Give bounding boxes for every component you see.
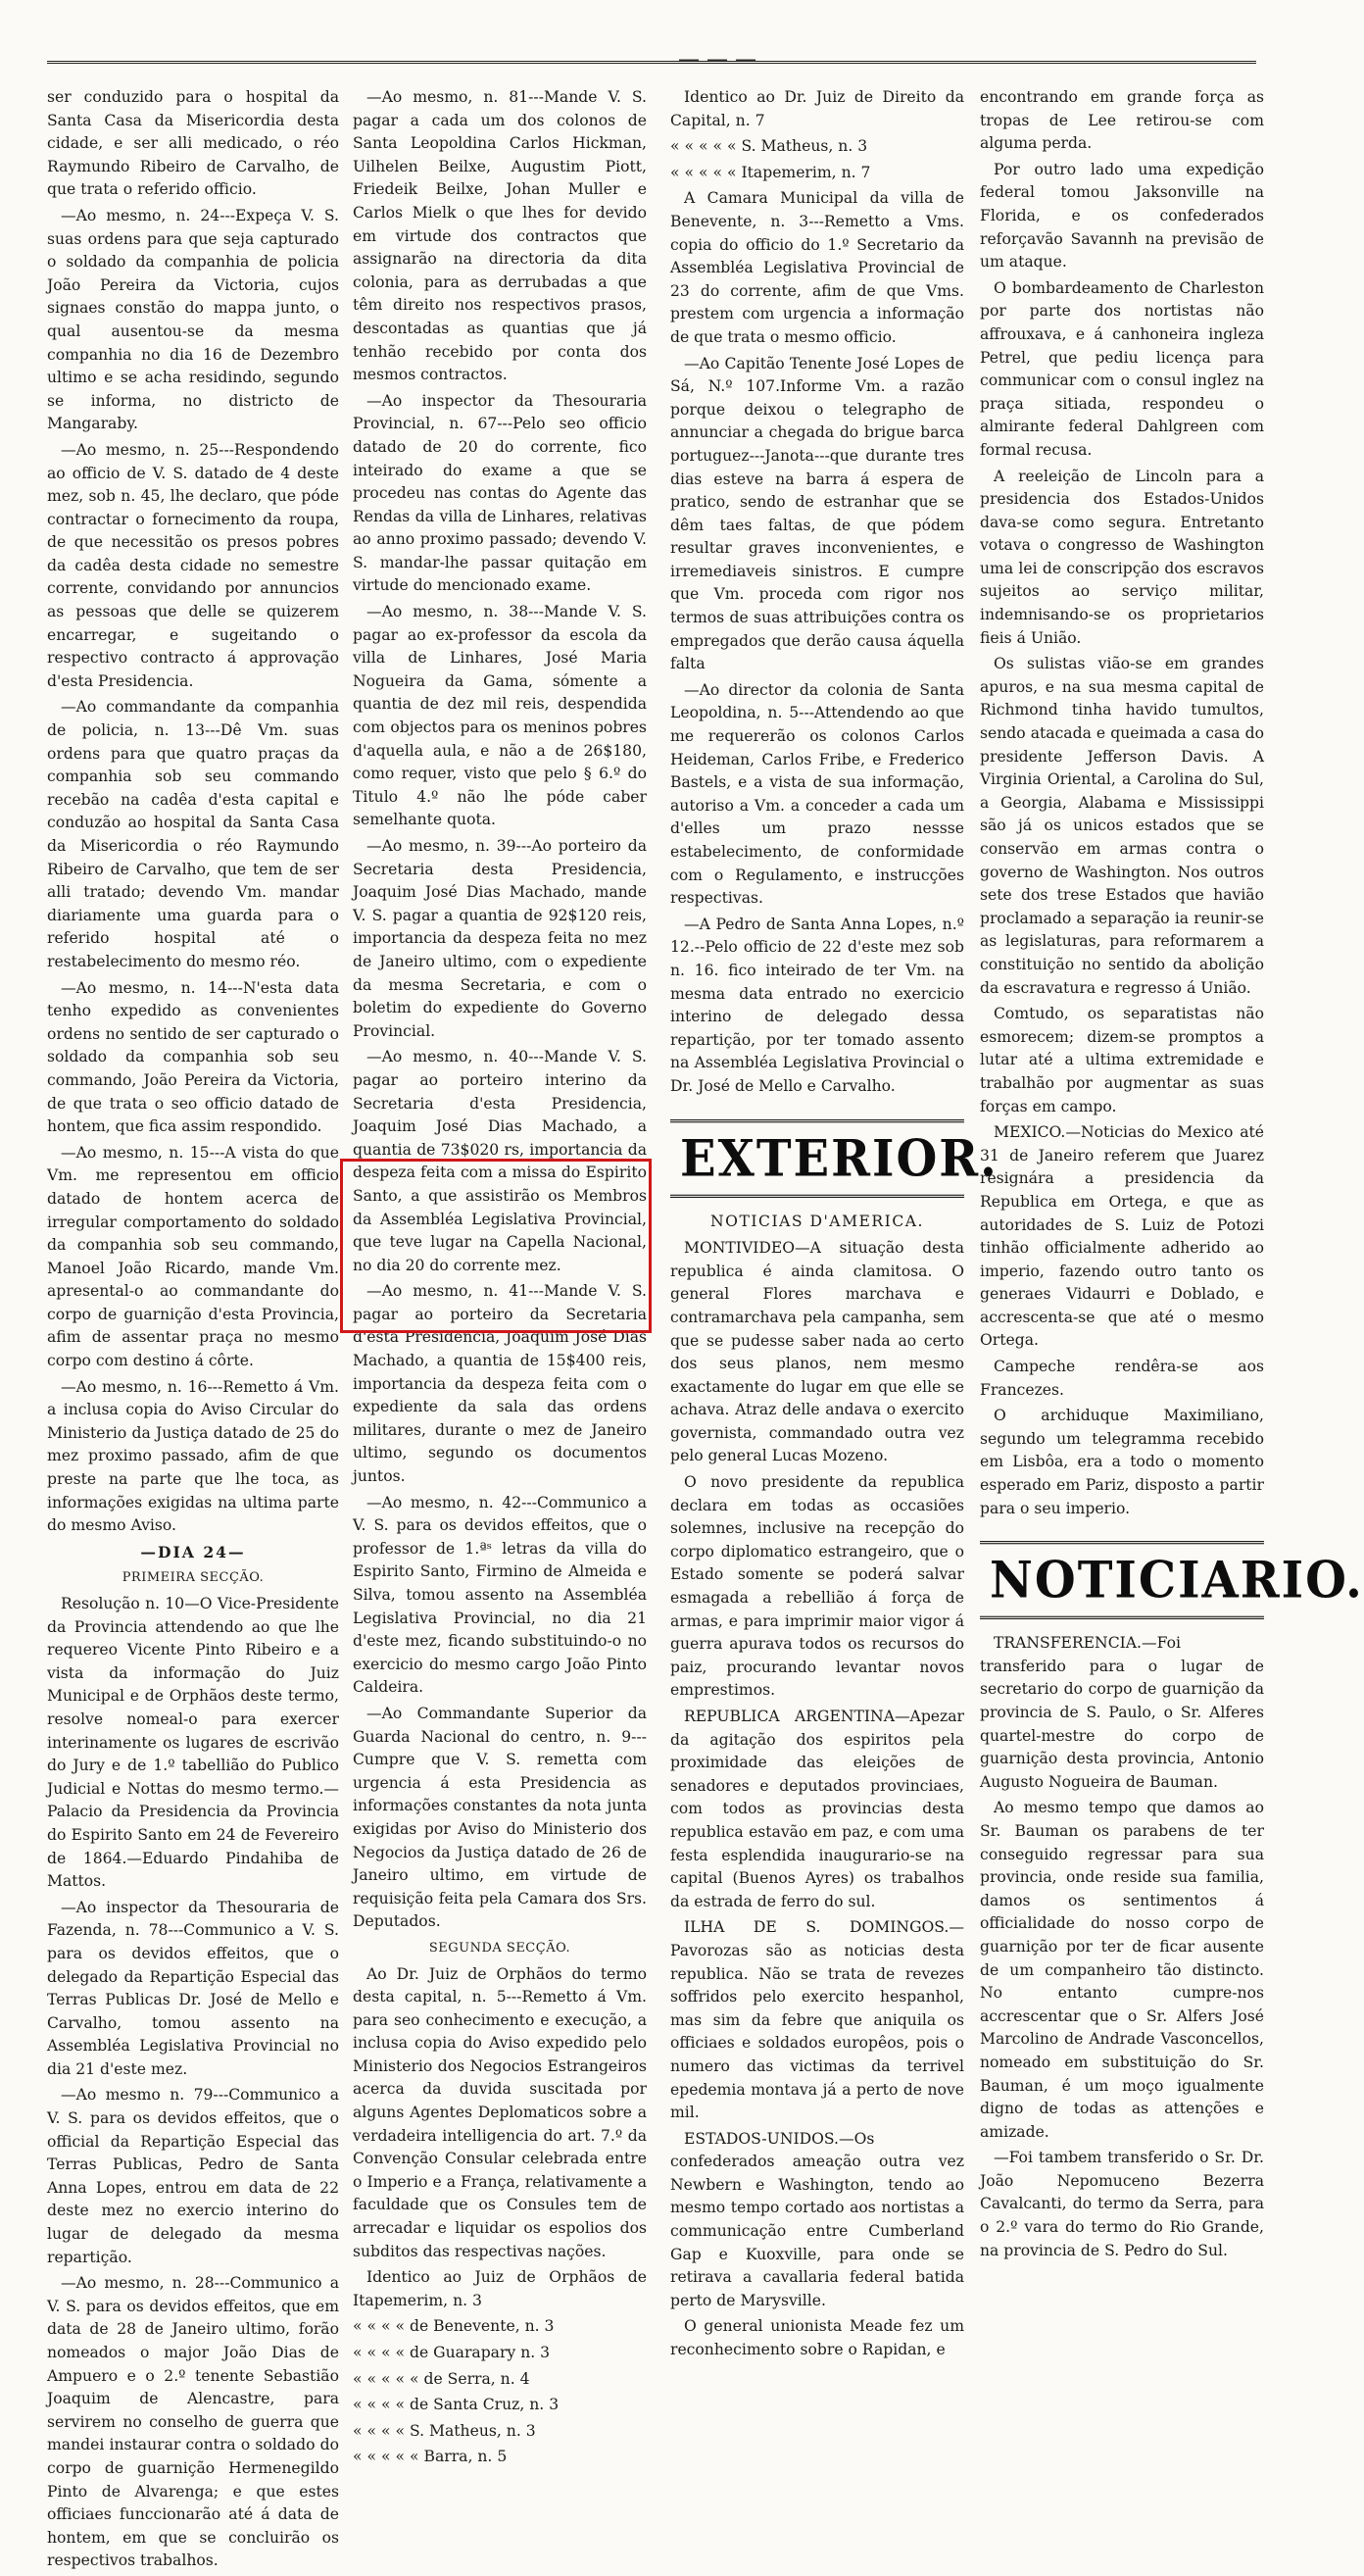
paragraph: —Ao inspector da Thesouraria Provincial, n. 67---Pelo seo officio datado de 20 do corrente, fico inteirado do exame a que se procedeu nas contas do Agente das Rendas da villa de Linhares, relativas ao anno proximo passado; devendo V. S. mandar-lhe passar quitação em virtude do mencionado exame. — [353, 391, 647, 595]
paragraph: —Ao Commandante Superior da Guarda Nacional do centro, n. 9---Cumpre que V. S. remetta com urgencia á esta Presidencia as informações constantes da nota junta exigidas por Aviso do Ministerio dos Negocios da Justiça datado de 26 de Janeiro ultimo, em virtude de requisição feita pela Camara dos Srs. Deputados. — [353, 1704, 647, 1931]
paragraph: —Ao mesmo, n. 15---A vista do que Vm. me representou em officio datado de hontem acerca de irregular comportamento do soldado da companhia sob seu commando, Manoel João Ricardo, mande Vm. apresental-o ao commandante do corpo de guarnição d'esta Provincia, afim de assentar praça no mesmo corpo com destino á côrte. — [47, 1143, 339, 1370]
paragraph: Os sulistas vião-se em grandes apuros, e na sua mesma capital de Richmond tinha havido tumultos, sendo atacada e queimada a casa do presidente Jefferson Davis. A Virginia Oriental, a Carolina do Sul, a Georgia, Alabama e Mississippi são já os unicos estados que se conservão em armas contra o governo de Washington. Nos outros sete dos trese Estados que havião proclamado a separação ia reunir-se as legislaturas, para reformarem a constituição no sentido da abolição da escravatura e regresso á União. — [980, 655, 1264, 997]
paragraph: Comtudo, os separatistas não esmorecem; dizem-se promptos a lutar até a ultima extremidade e trabalhão por augmentar as suas forças em campo. — [980, 1005, 1264, 1115]
paragraph: —Ao mesmo, n. 38---Mande V. S. pagar ao ex-professor da escola da villa de Linhares, José Maria Nogueira da Gama, sómente a quantia de dez mil reis, despendida com objectos para os meninos pobres d'aquella aula, e não a de 26$180, como requer, visto que pelo § 6.º do Titulo 4.º não lhe póde caber semelhante quota. — [353, 603, 647, 829]
highlighted-paragraph: —Ao mesmo, n. 42---Communico a V. S. para os devidos effeitos, que o professor de 1.ªˢ letras da villa do Espirito Santo, Firmino de Almeida e Silva, tomou assento na Assembléa Legislativa Provincial, no dia 21 d'este mez, ficando substituindo-o no exercicio do mesmo cargo João Pinto Caldeira. — [353, 1493, 647, 1697]
paragraph: —Ao mesmo, n. 41---Mande V. S. pagar ao porteiro da Secretaria d'esta Presidencia, Joaquim José Dias Machado, a quantia de 15$400 reis, importancia da despeza feita com o expediente da sala das ordens militares, durante o mez de Janeiro ultimo, segundo os documentos juntos. — [353, 1282, 647, 1486]
exterior-banner: EXTERIOR. — [670, 1119, 964, 1198]
paragraph: —A Pedro de Santa Anna Lopes, n.º 12.--Pelo officio de 22 d'este mez sob n. 16. fico inteirado de ter Vm. na mesma data entrado no exercicio interino de delegado dessa repartição, por ter tomado assento na Assembléa Legislativa Provincial o Dr. José de Mello e Carvalho. — [670, 915, 964, 1095]
paragraph: TRANSFERENCIA.—Foi transferido para o lugar de secretario do corpo de guarnição da provincia de S. Paulo, o Sr. Alferes quartel-mestre do corpo de guarnição desta provincia, Antonio Augusto Nogueira de Bauman. — [980, 1634, 1264, 1791]
paragraph: A Camara Municipal da villa de Benevente, n. 3---Remetto a Vms. copia do officio do 1.º Secretario da Assembléa Legislativa Provincial de 23 do corrente, afim de que Vms. prestem com urgencia a informação de que trata o mesmo officio. — [670, 189, 964, 346]
paragraph: Ao mesmo tempo que damos ao Sr. Bauman os parabens de ter conseguido regressar para sua provincia, onde reside sua familia, damos os sentimentos á officialidade do nosso corpo de guarnição por ter de ficar ausente de um companheiro tão distincto. No entanto cumpre-nos accrescentar que o Sr. Alfers José Marcolino de Andrade Vasconcellos, nomeado em substituição do Sr. Bauman, é um moço igualmente digno de todas as attenções e amizade. — [980, 1799, 1264, 2141]
noticiario-banner: NOTICIARIO. — [980, 1541, 1264, 1619]
paragraph: encontrando em grande força as tropas de Lee retirou-se com alguma perda. — [980, 88, 1264, 153]
list-line: « « « « « de Serra, n. 4 — [353, 2369, 530, 2388]
column-3 — [670, 86, 999, 2365]
list-line: « « « « de Guarapary n. 3 — [353, 2344, 551, 2361]
paragraph: —Ao mesmo, n. 81---Mande V. S. pagar a cada um dos colonos de Santa Leopoldina Carlos Hickman, Uilhelen Beilxe, Augustim Piott, Friedeik Beilxe, Johan Muller e Carlos Mielk o que lhes for devido em virtude dos contractos que assignarão na directoria da dita colonia, para as derrubadas a que têm direito nos respectivos prasos, descontadas as quantias que já tenhão recebido por conta dos mesmos contractos. — [353, 88, 647, 384]
paragraph: ILHA DE S. DOMINGOS.—Pavorozas são as noticias desta republica. Não se trata de revezes soffridos pelo exercito hespanhol, mas sim da febre que aniquila os officiaes e soldados europêos, pois o numero das victimas da terrivel epedemia montava já a perto de nove mil. — [670, 1918, 964, 2122]
paragraph: —Ao inspector da Thesouraria de Fazenda, n. 78---Communico a V. S. para os devidos effeitos, que o delegado da Repartição Especial das Terras Publicas Dr. José de Mello e Carvalho, tomou assento na Assembléa Legislativa Provincial no dia 21 d'este mez. — [47, 1898, 339, 2078]
paragraph: ESTADOS-UNIDOS.—Os confederados ameação outra vez Newbern e Washington, tendo ao mesmo tempo cortado aos nortistas a communicação entre Cumberland Gap e Kuoxville, para onde se retirava a cavallaria federal batida perto de Marysville. — [670, 2129, 964, 2309]
paragraph: MONTIVIDEO—A situação desta republica é ainda clamitosa. O general Flores marchava e contramarchava pela campanha, sem que se pudesse saber nada ao certo dos seus planos, nem mesmo exactamente do lugar em que elle se achava. Atraz delle andava o exercito governista, commandado outra vez pelo general Lucas Mozeno. — [670, 1239, 964, 1465]
paragraph: O novo presidente da republica declara em todas as occasiões solemnes, inclusive na recepção do corpo diplomatico estrangeiro, que o Estado somente se poderá salvar esmagada a rebellião á força de armas, e para imprimir maior vigor á guerra apurava todos os recursos do paiz, procurando levantar novos emprestimos. — [670, 1473, 964, 1700]
list-line: « « « « « Barra, n. 5 — [353, 2448, 508, 2466]
paragraph: —Ao director da colonia de Santa Leopoldina, n. 5---Attendendo ao que me requererão os colonos Carlos Heideman, Carlos Fribe, e Frederico Bastels, e a vista de sua informação, autoriso a Vm. a conceder a cada um d'elles um prazo nessse estabelecimento, de conformidade com o Regulamento, e instrucções respectivas. — [670, 680, 964, 908]
paragraph: —Ao mesmo, n. 14---N'esta data tenho expedido as convenientes ordens no sentido de ser capturado o soldado da companhia sob seu commando, João Pereira da Victoria, de que trata o seo officio datado de hontem, que fica assim respondido. — [47, 978, 339, 1136]
list-line: « « « « « Itapemerim, n. 7 — [670, 163, 871, 181]
paragraph: —Ao mesmo, n. 39---Ao porteiro da Secretaria desta Presidencia, Joaquim José Dias Machado, mande V. S. pagar a quantia de 92$120 reis, importancia da despeza feita no mez de Janeiro ultimo, com o expediente da mesma Secretaria, e com o boletim do expediente do Governo Provincial. — [353, 837, 647, 1040]
paragraph: —Ao mesmo, n. 16---Remetto á Vm. a inclusa copia do Aviso Circular do Ministerio da Justiça datado de 25 do mez proximo passado, afim de que preste na parte que lhe toca, as informações exigidas na ultima parte do mesmo Aviso. — [47, 1377, 339, 1535]
paragraph: Campeche rendêra-se aos Francezes. — [980, 1358, 1264, 1399]
top-rule — [47, 61, 1256, 64]
paragraph: —Ao Capitão Tenente José Lopes de Sá, N.º 107.Informe Vm. a razão porque deixou o telegrapho de annunciar a chegada do brigue barca portuguez---Janota---que durante tres dias esteve na barra á espera de pratico, sendo de estranhar que se dêm taes faltas, de que pódem resultar graves inconvenientes, e irremediaveis sinistros. E cumpre que Vm. proceda com rigor nos termos de suas attribuições contra os empregados que derão causa áquella falta — [670, 354, 964, 673]
paragraph: —Ao commandante da companhia de policia, n. 13---Dê Vm. suas ordens para que quatro praças da companhia sob seu commando recebão na cadêa d'esta capital e conduzão ao hospital da Santa Casa da Misericordia o réo Raymundo Ribeiro de Carvalho, que tem de ser alli tratado; devendo Vm. mandar diariamente uma guarda para o referido hospital até o restabelecimento do mesmo réo. — [47, 698, 339, 970]
paragraph: REPUBLICA ARGENTINA—Apezar da agitação dos espiritos pela proximidade das eleições de senadores e deputados provinciaes, com todos as provincias desta republica estavão em paz, e com uma festa esplendida inaugurario-se na capital (Buenos Ayres) os trabalhos da estrada de ferro do sul. — [670, 1708, 964, 1910]
paragraph: Por outro lado uma expedição federal tomou Jaksonville na Florida, e os confederados reforçavão Savannh na previsão de um ataque. — [980, 160, 1264, 272]
paragraph: —Foi tambem transferido o Sr. Dr. João Nepomuceno Bezerra Cavalcanti, do termo da Serra, para o 2.º vara do termo do Rio Grande, na provincia de S. Pedro do Sul. — [980, 2149, 1264, 2259]
paragraph: Identico ao Dr. Juiz de Direito da Capital, n. 7 — [670, 88, 964, 129]
section-heading: PRIMEIRA SECÇÃO. — [122, 1570, 265, 1586]
list-line: « « « « « S. Matheus, n. 3 — [670, 137, 868, 156]
column-1 — [47, 86, 339, 2576]
paragraph: O bombardeamento de Charleston por parte dos nortistas não affrouxava, e á canhoneira ingleza Petrel, que pediu licença para communicar com o consul inglez na praça sitiada, respondeu o almirante federal Dahlgreen com formal recusa. — [980, 278, 1264, 459]
paragraph: ser conduzido para o hospital da Santa Casa da Misericordia desta cidade, e ser alli medicado, o réo Raymundo Ribeiro de Carvalho, de que trata o referido officio. — [47, 88, 339, 199]
paragraph: —Ao mesmo, n. 25---Respondendo ao officio de V. S. datado de 4 deste mez, sob n. 45, lhe declaro, que póde contractar o fornecimento da roupa, de que necessitão os presos pobres da cadêa desta cidade no semestre corrente, convidando por annuncios as pessoas que delle se quizerem encarregar, e sugeitando o respectivo contracto á approvação d'esta Presidencia. — [47, 440, 339, 690]
paragraph: A reeleição de Lincoln para a presidencia dos Estados-Unidos dava-se como segura. Entretanto votava o congresso de Washington uma lei de conscripção dos escravos sujeitos ao serviço militar, indemnisando-se os proprietarios fieis á União. — [980, 467, 1264, 647]
paragraph: O general unionista Meade fez um reconhecimento sobre o Rapidan, e — [670, 2317, 964, 2359]
news-headline: NOTICIAS D'AMERICA. — [710, 1212, 924, 1230]
paragraph: —Ao mesmo n. 79---Communico a V. S. para os devidos effeitos, que o official da Repartição Especial das Terras Publicas, Pedro de Santa Anna Lopes, entrou em data de 22 deste mez no exercio interino do lugar de delegado da mesma repartição. — [47, 2086, 339, 2266]
paragraph: Resolução n. 10—O Vice-Presidente da Provincia attendendo ao que lhe requereo Vicente Pinto Ribeiro e a vista da informação do Juiz Municipal e de Orphãos deste termo, resolve nomeal-o para exercer interinamente os lugares de escrivão do Jury e de 1.º tabellião do Publico Judicial e Nottas do mesmo termo.— Palacio da Presidencia da Provincia do Espirito Santo em 24 de Fevereiro de 1864.—Eduardo Pindahiba de Mattos. — [47, 1595, 339, 1891]
list-line: « « « « de Benevente, n. 3 — [353, 2317, 555, 2336]
day-heading: —DIA 24— — [140, 1542, 246, 1561]
paragraph: MEXICO.—Noticias do Mexico até 31 de Janeiro referem que Juarez resignára a presidencia da Republica em Ortega, e que as autoridades de S. Luiz de Potozi tinhão officialmente adherido ao imperio, fazendo outro tanto os generaes Vidaurri e Doblado, e accrescenta-se que até o mesmo Ortega. — [980, 1123, 1264, 1350]
highlight-box — [340, 1159, 652, 1333]
paragraph: Ao Dr. Juiz de Orphãos do termo desta capital, n. 5---Remetto á Vm. para seo conhecimento e execução, a inclusa copia do Aviso expedido pelo Ministerio dos Negocios Estrangeiros acerca da duvida suscitada por alguns Agentes Deplomaticos sobre a verdadeira intelligencia do art. 7.º da Convenção Consular celebrada entre o Imperio e a França, relativamente a faculdade que os Consules tem de arrecadar e liquidar os espolios dos subditos das respectivas nações. — [353, 1964, 647, 2260]
paragraph: —Ao mesmo, n. 40---Mande V. S. pagar ao porteiro interino da Secretaria d'esta Presidencia, Joaquim José Dias Machado, a quantia de 73$020 rs, importancia da despeza feita com a missa do Espirito Santo, a que assistirão os Membros da Assembléa Legislativa Provincial, que teve lugar na Capella Nacional, no dia 20 do corrente mez. — [353, 1048, 647, 1274]
list-line: « « « « S. Matheus, n. 3 — [353, 2421, 536, 2440]
paragraph: —Ao mesmo, n. 24---Expeça V. S. suas ordens para que seja capturado o soldado da companhia de policia João Pereira da Victoria, cujos signaes constão do mappa junto, o qual ausentou-se da mesma companhia no dia 16 de Dezembro ultimo e se acha residindo, segundo se informa, no districto de Mangaraby. — [47, 206, 339, 433]
page-top-mark: — — — — [678, 47, 756, 72]
column-4 — [980, 86, 1364, 2265]
section-heading: SEGUNDA SECÇÃO. — [428, 1940, 571, 1956]
paragraph: Identico ao Juiz de Orphãos de Itapemerim, n. 3 — [353, 2268, 647, 2309]
paragraph: O archiduque Maximiliano, segundo um telegramma recebido em Lisbôa, era a todo o momento esperado em Pariz, disposto a partir para o seu imperio. — [980, 1407, 1264, 1517]
paragraph: —Ao mesmo, n. 28---Communico a V. S. para os devidos effeitos, que em data de 28 de Janeiro ultimo, forão nomeados o major João Dias de Ampuero e o 2.º tenente Sebastião Joaquim de Alencastre, para servirem no conselho de guerra que mandei instaurar contra o soldado do corpo de guarnição Hermenegildo Pinto de Alvarenga; e que estes officiaes funccionarão até á data de hontem, em que se concluirão os respectivos trabalhos. — [47, 2274, 339, 2570]
list-line: « « « « de Santa Cruz, n. 3 — [353, 2396, 560, 2414]
